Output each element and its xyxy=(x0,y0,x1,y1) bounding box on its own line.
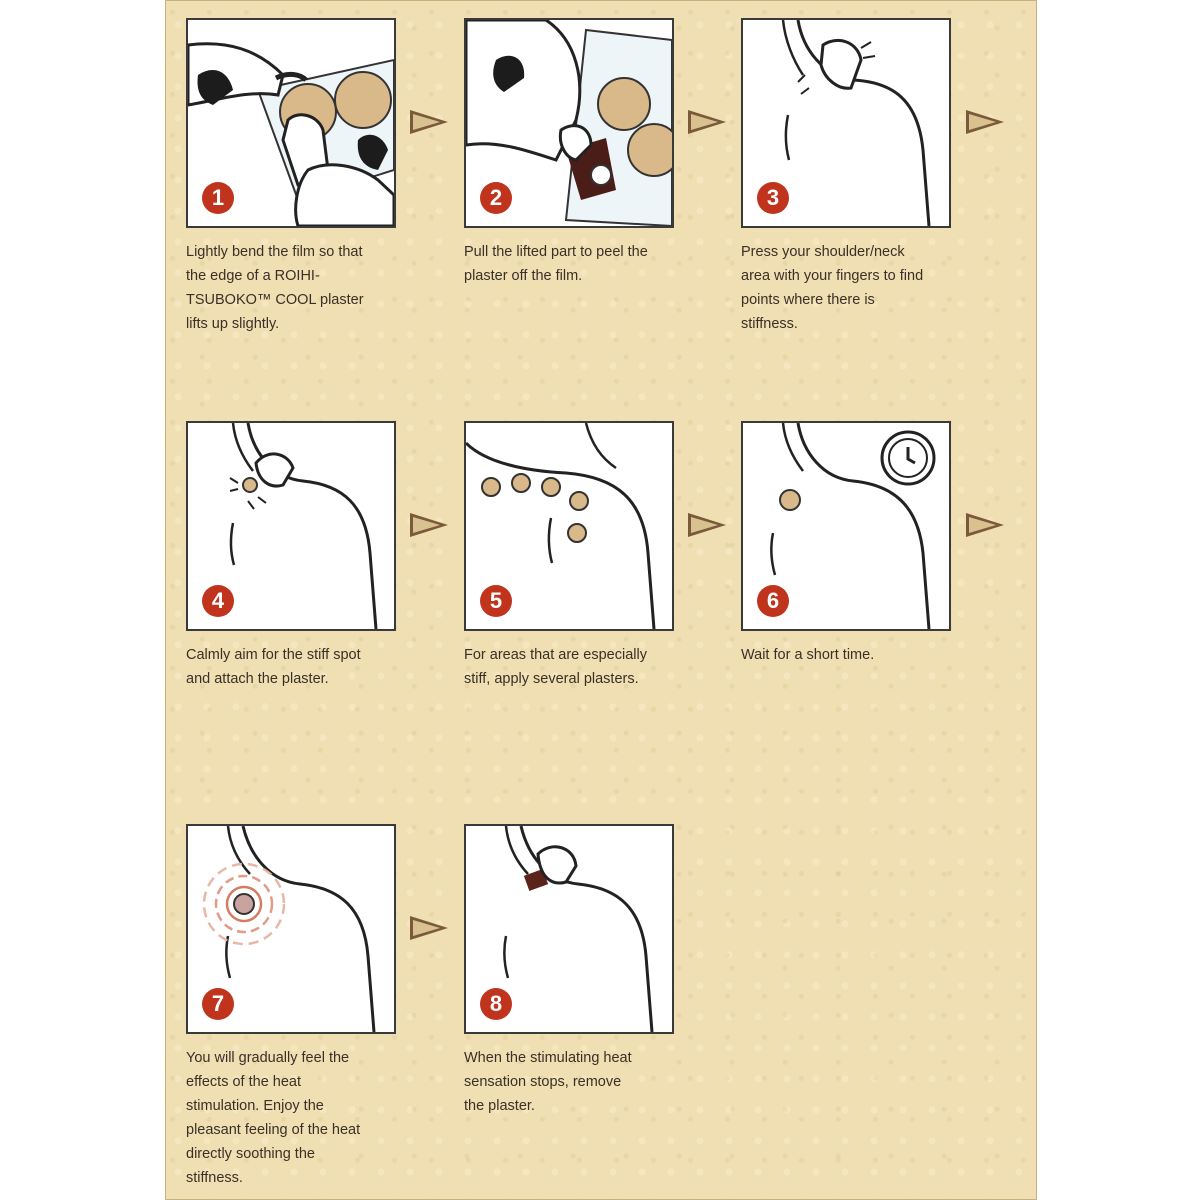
step-number-badge: 3 xyxy=(757,182,789,214)
step-7-illustration xyxy=(186,824,396,1034)
next-arrow-icon xyxy=(688,513,726,537)
clock-icon xyxy=(882,432,934,484)
step-8-illustration xyxy=(464,824,674,1034)
step-number-badge: 1 xyxy=(202,182,234,214)
next-arrow-icon xyxy=(966,513,1004,537)
step-number-badge: 4 xyxy=(202,585,234,617)
step-number-badge: 2 xyxy=(480,182,512,214)
step-3-illustration xyxy=(741,18,951,228)
instruction-sheet xyxy=(165,0,1037,1200)
step-caption: Lightly bend the film so that the edge of a ROIHI- TSUBOKO™ COOL plaster lifts up slightly. xyxy=(186,244,364,332)
step-5-illustration xyxy=(464,421,674,631)
step-caption: Calmly aim for the stiff spot and attach the plaster. xyxy=(186,647,361,687)
step-number-badge: 5 xyxy=(480,585,512,617)
step-1-illustration xyxy=(186,18,396,228)
step-6-illustration xyxy=(741,421,951,631)
step-caption: Press your shoulder/neck area with your fingers to find points where there is stiffness. xyxy=(741,244,924,332)
step-caption: Wait for a short time. xyxy=(741,647,875,663)
step-number-badge: 6 xyxy=(757,585,789,617)
step-number-badge: 8 xyxy=(480,988,512,1020)
next-arrow-icon xyxy=(688,110,726,134)
step-4-illustration xyxy=(186,421,396,631)
step-caption: For areas that are especially stiff, apply several plasters. xyxy=(464,647,647,687)
next-arrow-icon xyxy=(966,110,1004,134)
step-caption: You will gradually feel the effects of the heat stimulation. Enjoy the pleasant feeling of the heat directly soothing the stiffness. xyxy=(186,1050,361,1186)
next-arrow-icon xyxy=(410,916,448,940)
step-caption: Pull the lifted part to peel the plaster off the film. xyxy=(464,244,648,284)
step-number-badge: 7 xyxy=(202,988,234,1020)
step-2-illustration xyxy=(464,18,674,228)
next-arrow-icon xyxy=(410,110,448,134)
next-arrow-icon xyxy=(410,513,448,537)
step-caption: When the stimulating heat sensation stops, remove the plaster. xyxy=(464,1050,632,1114)
